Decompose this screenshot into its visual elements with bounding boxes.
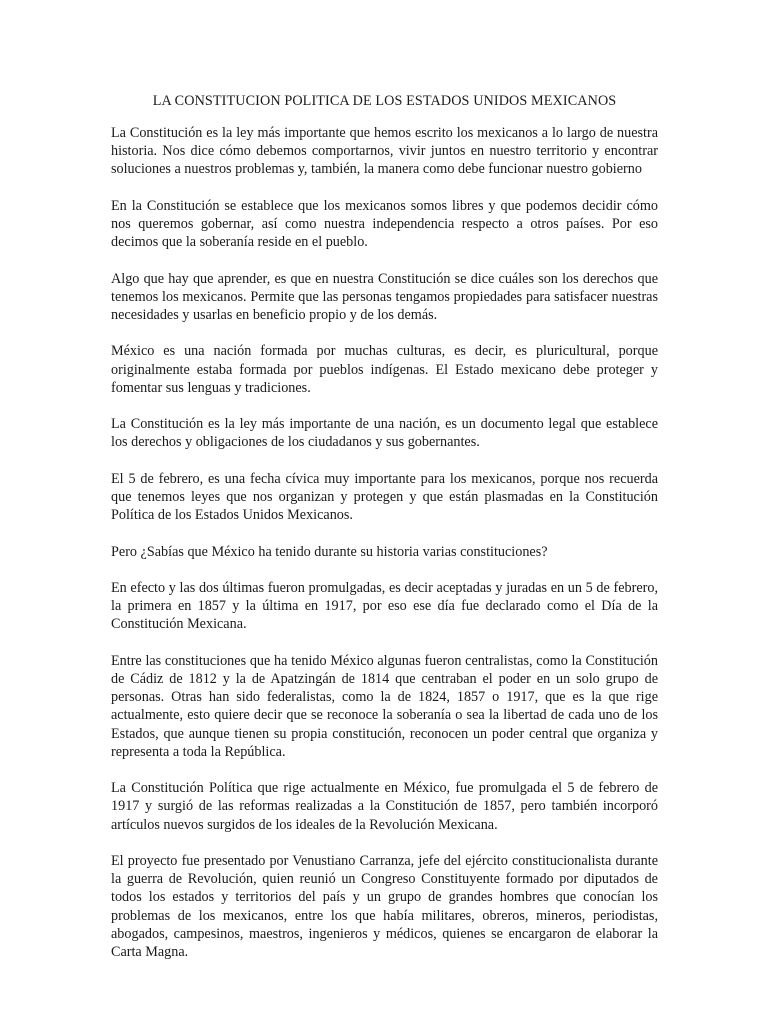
paragraph-7: Pero ¿Sabías que México ha tenido durante su historia varias constituciones? [111, 543, 548, 560]
paragraph-2: En la Constitución se establece que los mexicanos somos libres y que podemos decidir cómo nos queremos gobernar, así como nuestra independencia respecto a otros países. Por eso decimos que la soberanía reside en el pueblo. [111, 197, 658, 251]
paragraph-4: México es una nación formada por muchas culturas, es decir, es pluricultural, porque originalmente estaba formada por pueblos indígenas. El Estado mexicano debe proteger y fomentar sus lenguas y tradiciones. [111, 343, 658, 396]
paragraph-1: La Constitución es la ley más importante que hemos escrito los mexicanos a lo largo de nuestra historia. Nos dice cómo debemos comportarnos, vivir juntos en nuestro territorio y encontrar soluciones a nuestros problemas y, también, la manera como debe funcionar nuestro gobierno [111, 125, 658, 178]
paragraph-9: Entre las constituciones que ha tenido México algunas fueron centralistas, como la Constitución de Cádiz de 1812 y la de Apatzingán de 1814 que centraban el poder en un solo grupo de personas. Otras han sido federalistas, como la de 1824, 1857 o 1917, que es la que rige actualmente, esto quiere decir que se reconoce la soberanía o sea la libertad de cada uno de los Estados, que aunque tienen su propia constitución, reconocen un poder central que organiza y representa a toda la República. [111, 652, 658, 760]
paragraph-8: En efecto y las dos últimas fueron promulgadas, es decir aceptadas y juradas en un 5 de febrero, la primera en 1857 y la última en 1917, por eso ese día fue declarado como el Día de la Constitución Mexicana. [111, 579, 658, 633]
paragraph-10: La Constitución Política que rige actualmente en México, fue promulgada el 5 de febrero de 1917 y surgió de las reformas realizadas a la Constitución de 1857, pero también incorporó artículos nuevos surgidos de los ideales de la Revolución Mexicana. [111, 780, 658, 833]
paragraph-3: Algo que hay que aprender, es que en nuestra Constitución se dice cuáles son los derechos que tenemos los mexicanos. Permite que las personas tengamos propiedades para satisfacer nuestras necesidades y usarlas en beneficio propio y de los demás. [111, 270, 658, 323]
paragraph-5: La Constitución es la ley más importante de una nación, es un documento legal que establece los derechos y obligaciones de los ciudadanos y sus gobernantes. [111, 416, 658, 451]
document-title: LA CONSTITUCION POLITICA DE LOS ESTADOS UNIDOS MEXICANOS [152, 93, 617, 109]
paragraph-11: El proyecto fue presentado por Venustiano Carranza, jefe del ejército constitucionalista durante la guerra de Revolución, quien reunió un Congreso Constituyente formado por diputados de todos los estados y territorios del país y un grupo de grandes hombres que conocían los problemas de los mexicanos, entre los que había militares, obreros, mineros, periodistas, abogados, campesinos, maestros, ingenieros y médicos, quienes se encargaron de elaborar la Carta Magna. [111, 852, 658, 960]
paragraph-6: El 5 de febrero, es una fecha cívica muy importante para los mexicanos, porque nos recuerda que tenemos leyes que nos organizan y protegen y que están plasmadas en la Constitución Política de los Estados Unidos Mexicanos. [111, 470, 658, 524]
